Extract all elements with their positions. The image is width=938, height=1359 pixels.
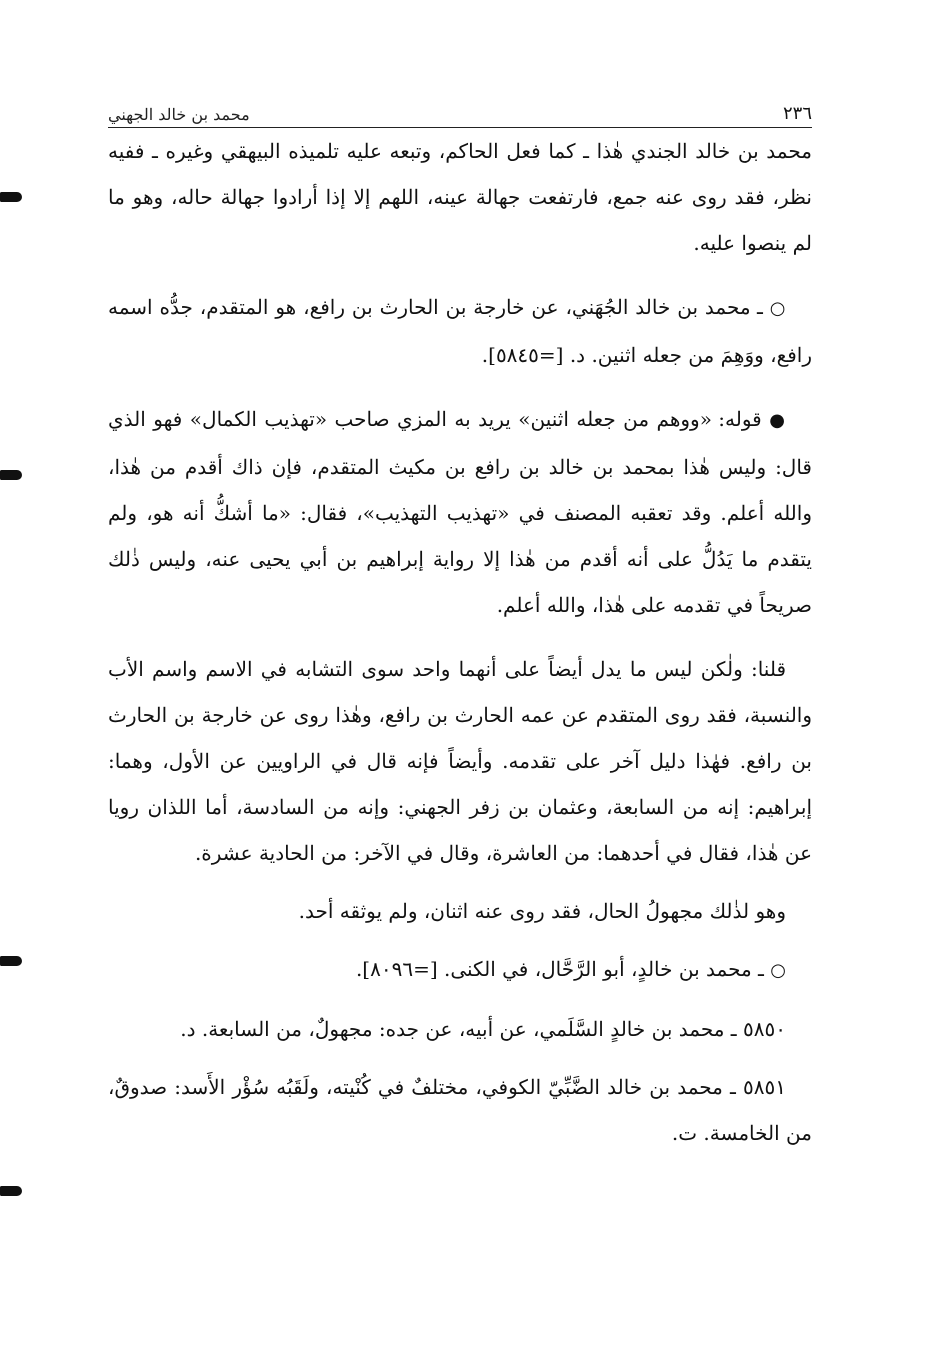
scan-edge-mark	[0, 192, 22, 202]
entry-text: ـ محمد بن خالدٍ، أبو الرَّحَّال، في الكنى. [=٨٠٩٦].	[355, 957, 764, 981]
entry-abu-rahhal	[108, 946, 812, 994]
conclusion-paragraph: وهو لذٰلك مجهولُ الحال، فقد روى عنه اثنان، ولم يوثقه أحد.	[298, 899, 786, 923]
response-paragraph: قلنا: ولٰكن ليس ما يدل أيضاً على أنهما واحد سوى التشابه في الاسم واسم الأب والنسبة، فقد روى المتقدم عن عمه الحارث بن رافع، وهٰذا روى عن خارجة بن الحارث بن رافع. فهٰذا دليل آخر على تقدمه. وأيضاً فإنه قال في الراويين عن الأول، وهما: إبراهيم: إنه من السابعة، وعثمان بن زفر الجهني: وإنه من السادسة، أما اللذان رويا عن هٰذا، فقال في أحدهما: من العاشرة، وقال في الآخر: من الحادية عشرة.	[108, 657, 813, 865]
scan-edge-mark	[0, 1186, 22, 1196]
entry-text: ـ محمد بن خالد الجُهَني، عن خارجة بن الحارث بن رافع، هو المتقدم، جدُّه اسمه رافع، ووَهِمَ من جعله اثنين. د. [=٥٨٤٥].	[108, 295, 812, 367]
page-number: ٢٣٦	[782, 103, 812, 124]
entry-5851: ٥٨٥١ ـ محمد بن خالد الضَّبِّيّ الكوفي، مختلفٌ في كُنْيته، ولَقَبُه سُؤْر الأَسد: صدوقٌ، من الخامسة. ت.	[108, 1075, 812, 1145]
entry-khalid-juhani	[108, 284, 812, 378]
scan-edge-mark	[0, 470, 22, 480]
entry-5850: ٥٨٥٠ ـ محمد بن خالدٍ السَّلَمي، عن أبيه، عن جده: مجهولٌ، من السابعة. د.	[180, 1017, 786, 1041]
paragraph-1: محمد بن خالد الجندي هٰذا ـ كما فعل الحاكم، وتبعه عليه تلميذه البيهقي وغيره ـ ففيه نظر، فقد روى عنه جمع، فارتفعت جهالة عينه، اللهم إلا إذا أرادوا جهالة حاله، وهو ما لم ينصوا عليه.	[108, 139, 812, 255]
filled-circle-marker: ●	[769, 410, 786, 431]
commentary-paragraph	[108, 396, 812, 628]
page-body	[108, 96, 812, 1156]
commentary-text: قوله: «ووهم من جعله اثنين» يريد به المزي صاحب «تهذيب الكمال» فهو الذي قال: وليس هٰذا بمحمد بن خالد بن رافع بن مكيث المتقدم، فإن ذاك أقدم من هٰذا، والله أعلم. وقد تعقبه المصنف في «تهذيب التهذيب»، فقال: «ما أشكُّ أنه هو، ولم يتقدم ما يَدُلُّ على أنه أقدم من هٰذا إلا رواية إبراهيم بن أبي يحيى عنه، وليس ذٰلك صريحاً في تقدمه على هٰذا، والله أعلم.	[108, 407, 812, 617]
page-header	[108, 96, 812, 128]
scan-edge-mark	[0, 956, 22, 966]
running-title: محمد بن خالد الجهني	[108, 105, 250, 124]
hollow-circle-marker: ○	[769, 298, 786, 319]
hollow-circle-marker: ○	[770, 960, 786, 981]
